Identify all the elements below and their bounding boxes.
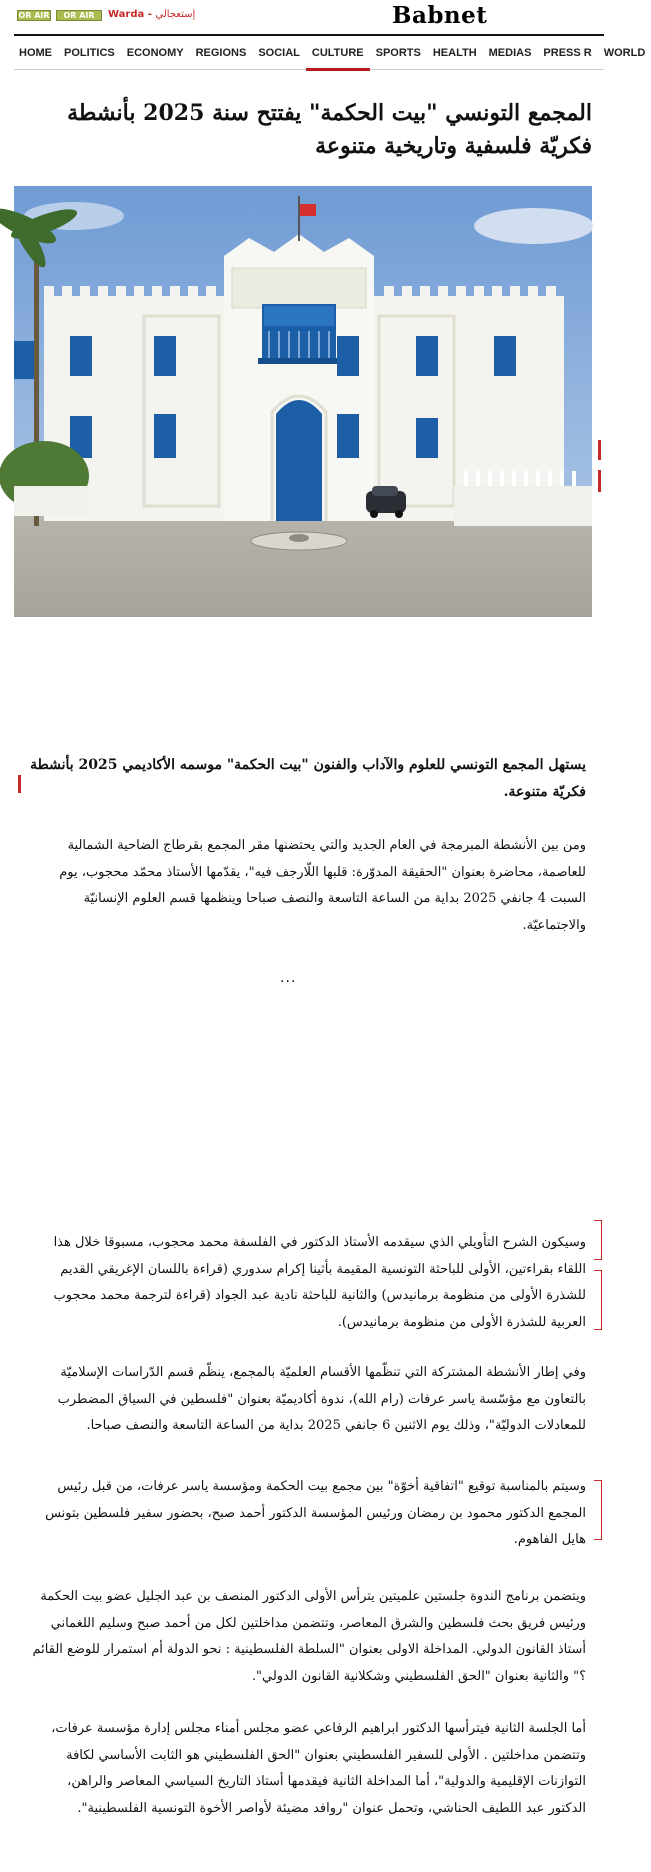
- nav-item-culture[interactable]: CULTURE: [306, 36, 370, 69]
- ticker-sublabel: إستعجالي: [155, 9, 196, 20]
- ticker-label: Warda -: [108, 9, 152, 20]
- nav-item-social[interactable]: SOCIAL: [258, 46, 300, 59]
- article-photo: [14, 186, 592, 617]
- ellipsis: ...: [280, 970, 297, 986]
- margin-marker: [598, 440, 601, 460]
- margin-marker: [594, 1220, 602, 1260]
- article-paragraph: ويتضمن برنامج الندوة جلستين علميتين يترأس الأولى الدكتور المنصف بن عبد الجليل عضو بيت الحكمة ورئيس فريق بحث فلسطين والشرق المعاصر، وتتضمن مداخلتين لكل من أحمد صبح وسليم اللغماني أستاذ القانون الدولي. المداخلة الاولى بعنوان "السلطة الفلسطينية : نحو الدولة أم استمرار للوضع القائم ؟" والثانية بعنوان "الحق الفلسطيني وشكلانية القانون الدولي".: [32, 1589, 586, 1684]
- margin-marker: [594, 1480, 602, 1540]
- margin-marker: [594, 1270, 602, 1330]
- nav-item-home[interactable]: HOME: [19, 46, 52, 59]
- nav-item-regions[interactable]: REGIONS: [195, 46, 247, 59]
- article-paragraph: وسيتم بالمناسبة توقيع "اتفاقية أخوّة" بين مجمع بيت الحكمة ومؤسسة ياسر عرفات، من قبل رئيس المجمع الدكتور محمود بن رمضان ورئيس المؤسسة الدكتور أحمد صبح، بحضور سفير فلسطين بتونس هايل الفاهوم.: [45, 1479, 586, 1547]
- article-paragraph: ومن بين الأنشطة المبرمجة في العام الجديد والتي يحتضنها مقر المجمع بقرطاج الضاحية الشمالية للعاصمة، محاضرة بعنوان "الحقيقة المدوّرة: قلبها اللّارجف فيه"، يقدّمها الأستاذ محمّد محجوب، يوم السبت 4 جانفي 2025 بداية من الساعة التاسعة والنصف صباحا وينظمها قسم العلوم الإنسانيّة والاجتماعيّة.: [59, 838, 586, 933]
- nav-item-medias[interactable]: MEDIAS: [488, 46, 532, 59]
- nav-item-press-review[interactable]: PRESS R: [543, 46, 592, 59]
- sponsor-logo[interactable]: OR AIR: [18, 11, 50, 20]
- nav-item-economy[interactable]: ECONOMY: [126, 46, 184, 59]
- article-paragraph: وسيكون الشرح التأويلي الذي سيقدمه الأستاذ الدكتور في الفلسفة محمد محجوب، مسبوقا خلال هذا اللقاء بقراءتين، الأولى للباحثة التونسية المقيمة بأثينا إكرام سدوري (قراءة باللسان الإغريقي القديم للشذرة الأولى من منظومة برمانيدس) والثانية للباحثة نادية عبد الجواد (قراءة لترجمة محمد محجوب العربية للشذرة الأولى من منظومة برمانيدس).: [53, 1235, 586, 1330]
- nav-item-politics[interactable]: POLITICS: [64, 46, 115, 59]
- nav-item-world[interactable]: WORLD: [603, 46, 646, 59]
- article-paragraph: وفي إطار الأنشطة المشتركة التي تنظّمها الأقسام العلميّة بالمجمع، ينظّم قسم الدّراسات الإسلاميّة بالتعاون مع مؤسّسة ياسر عرفات (رام الله)، ندوة أكاديميّة بعنوان "فلسطين في السياق المضطرب للمعادلات الدوليّة"، وذلك يوم الاثنين 6 جانفي 2025 بداية من الساعة التاسعة والنصف صباحا.: [57, 1365, 586, 1433]
- top-bar: [0, 0, 604, 28]
- margin-marker: [598, 470, 601, 492]
- nav-item-health[interactable]: HEALTH: [432, 46, 477, 59]
- nav-item-sports[interactable]: SPORTS: [375, 46, 421, 59]
- article-lead: يستهل المجمع التونسي للعلوم والآداب والفنون "بيت الحكمة" موسمه الأكاديمي 2025 بأنشطة فكريّة متنوعة.: [30, 757, 586, 800]
- sponsor-logo-2[interactable]: OR AIR: [56, 10, 102, 21]
- margin-marker: [18, 775, 21, 793]
- site-logo[interactable]: Babnet: [392, 2, 488, 29]
- article-paragraph: أما الجلسة الثانية فيترأسها الدكتور ابراهيم الرفاعي عضو مجلس أمناء مجلس إدارة مؤسسة عرفات، وتتضمن مداخلتين . الأولى للسفير الفلسطيني بعنوان "الحق الفلسطيني هو الثابت الأساسي لكافة التوازنات الإقليمية والدولية"، أما المداخلة الثانية فيقدمها أستاذ التاريخ السياسي المعاصر والراهن، الدكتور عبد اللطيف الحناشي، وتحمل عنوان "روافد مضيئة لأواصر الأخوة التونسية الفلسطينية".: [51, 1721, 586, 1816]
- building-illustration: [14, 186, 592, 617]
- main-nav: [14, 34, 646, 70]
- ticker-link[interactable]: [108, 9, 195, 20]
- article-headline: المجمع التونسي "بيت الحكمة" يفتتح سنة 2025 بأنشطة فكريّة فلسفية وتاريخية متنوعة: [67, 100, 592, 159]
